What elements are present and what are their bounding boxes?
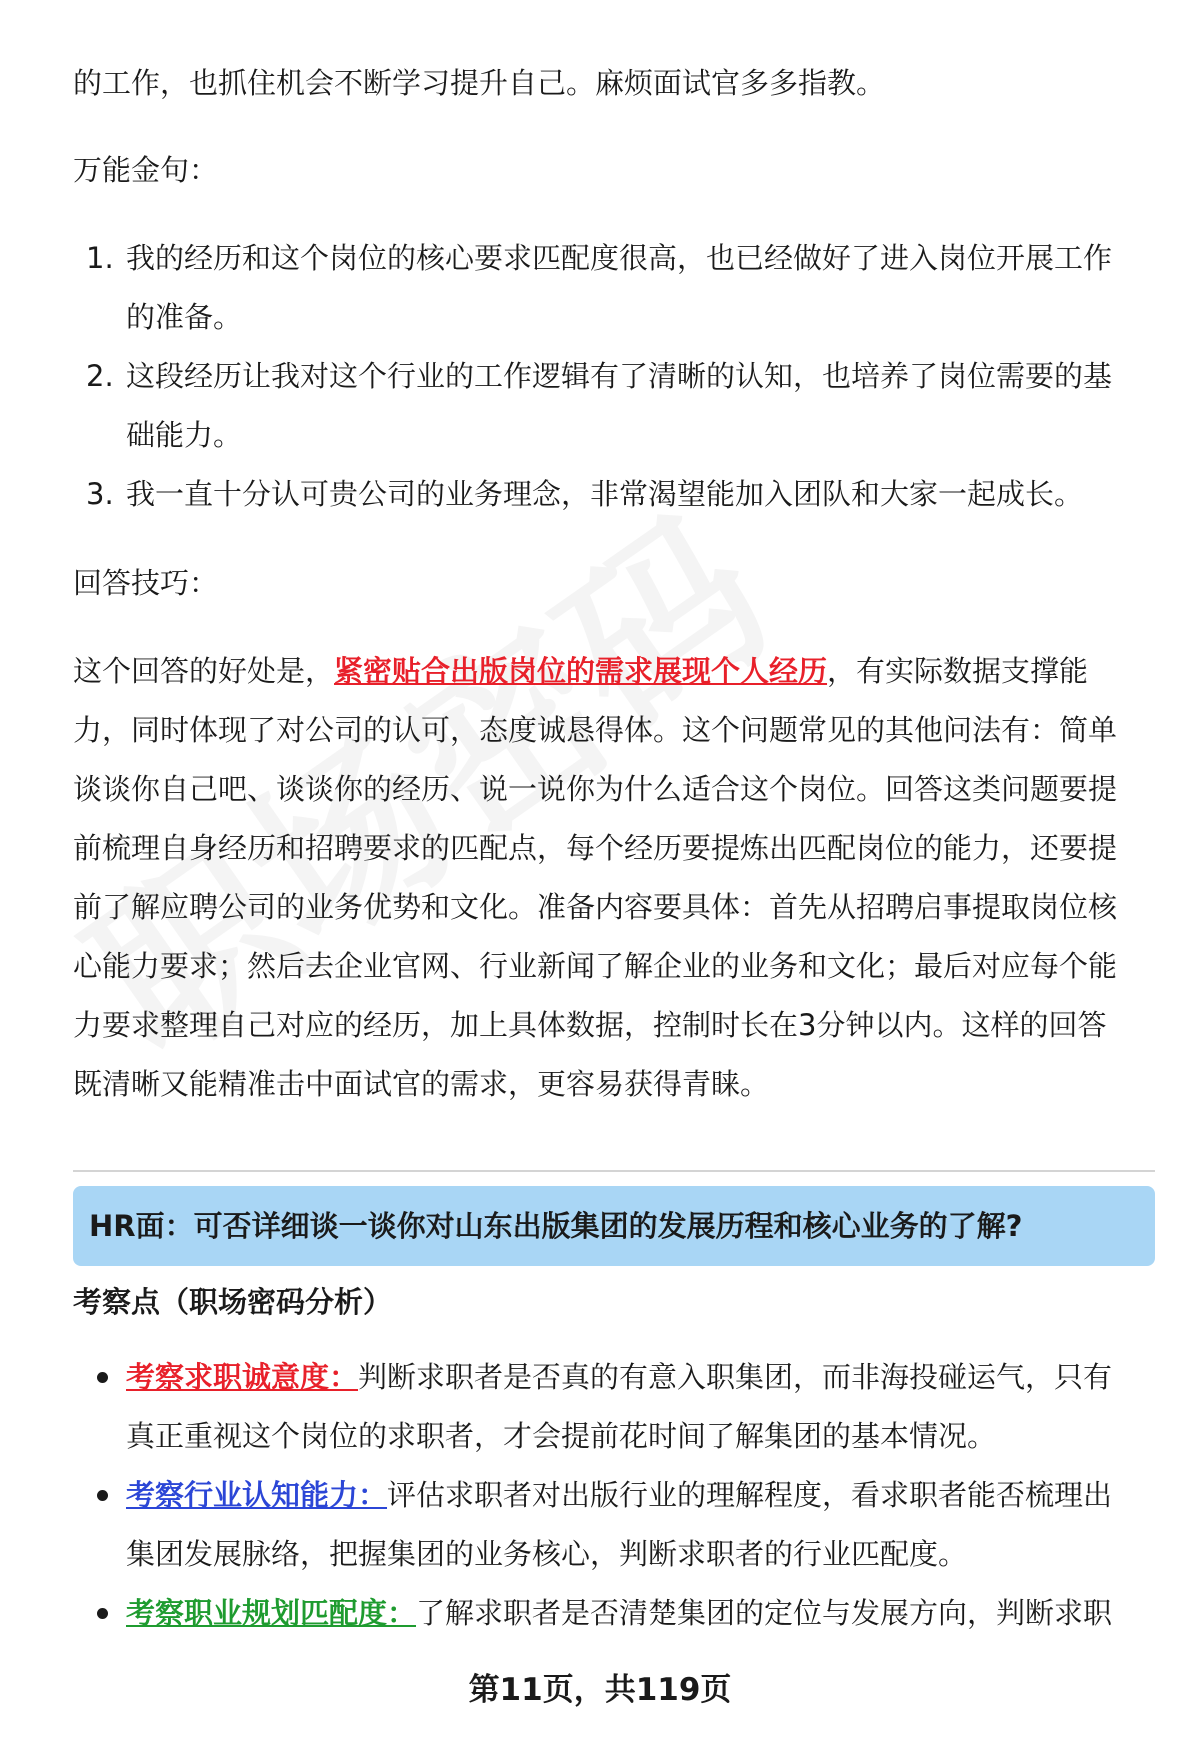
tips-suffix: ，有实际数据支撑能 — [827, 654, 1089, 688]
bullet-dot — [97, 1608, 108, 1619]
tips-highlight: 紧密贴合出版岗位的需求展现个人经历 — [334, 654, 828, 688]
question-box — [73, 1186, 1155, 1266]
bullet-dot — [97, 1490, 108, 1501]
point-label: 考察职业规划匹配度： — [126, 1596, 417, 1630]
intro-tail-text: 的工作，也抓住机会不断学习提升自己。麻烦面试官多多指教。 — [73, 66, 886, 100]
point-label: 考察求职诚意度： — [126, 1360, 359, 1394]
points-heading: 考察点（职场密码分析） — [73, 1285, 393, 1319]
list-item-line: 的准备。 — [126, 300, 243, 334]
list-item-line: 这段经历让我对这个行业的工作逻辑有了清晰的认知，也培养了岗位需要的基 — [126, 359, 1113, 393]
point-line — [126, 1593, 1112, 1633]
bullet-dot — [97, 1372, 108, 1383]
list-number: 1. — [86, 241, 114, 275]
point-line — [126, 1475, 1112, 1515]
point-line — [126, 1357, 1112, 1397]
tips-line: 前梳理自身经历和招聘要求的匹配点，每个经历要提炼出匹配岗位的能力，还要提 — [73, 831, 1118, 865]
list-item-line: 我的经历和这个岗位的核心要求匹配度很高，也已经做好了进入岗位开展工作 — [126, 241, 1113, 275]
tips-heading: 回答技巧： — [73, 566, 219, 600]
tips-first-line — [73, 651, 1153, 691]
tips-line: 前了解应聘公司的业务优势和文化。准备内容要具体：首先从招聘启事提取岗位核 — [73, 890, 1118, 924]
list-item-line: 础能力。 — [126, 418, 243, 452]
page-footer: 第11页，共119页 — [468, 1672, 732, 1708]
point-line: 集团发展脉络，把握集团的业务核心，判断求职者的行业匹配度。 — [126, 1537, 968, 1571]
point-line: 真正重视这个岗位的求职者，才会提前花时间了解集团的基本情况。 — [126, 1419, 997, 1453]
section-divider — [73, 1170, 1155, 1172]
tips-line: 心能力要求；然后去企业官网、行业新闻了解企业的业务和文化；最后对应每个能 — [73, 949, 1118, 983]
list-item-line: 我一直十分认可贵公司的业务理念，非常渴望能加入团队和大家一起成长。 — [126, 477, 1084, 511]
golden-heading: 万能金句： — [73, 153, 219, 187]
tips-prefix: 这个回答的好处是， — [73, 654, 335, 688]
question-text: HR面：可否详细谈一谈你对山东出版集团的发展历程和核心业务的了解? — [89, 1209, 1023, 1243]
point-label: 考察行业认知能力： — [126, 1478, 388, 1512]
tips-line: 谈谈你自己吧、谈谈你的经历、说一说你为什么适合这个岗位。回答这类问题要提 — [73, 772, 1118, 806]
list-number: 2. — [86, 359, 114, 393]
tips-line: 力，同时体现了对公司的认可，态度诚恳得体。这个问题常见的其他问法有：简单 — [73, 713, 1118, 747]
tips-line: 既清晰又能精准击中面试官的需求，更容易获得青睐。 — [73, 1067, 770, 1101]
tips-line: 力要求整理自己对应的经历，加上具体数据，控制时长在3分钟以内。这样的回答 — [73, 1008, 1107, 1042]
point-text: 判断求职者是否真的有意入职集团，而非海投碰运气，只有 — [358, 1360, 1113, 1394]
list-number: 3. — [86, 477, 114, 511]
point-text: 了解求职者是否清楚集团的定位与发展方向，判断求职 — [416, 1596, 1113, 1630]
point-text: 评估求职者对出版行业的理解程度，看求职者能否梳理出 — [387, 1478, 1113, 1512]
